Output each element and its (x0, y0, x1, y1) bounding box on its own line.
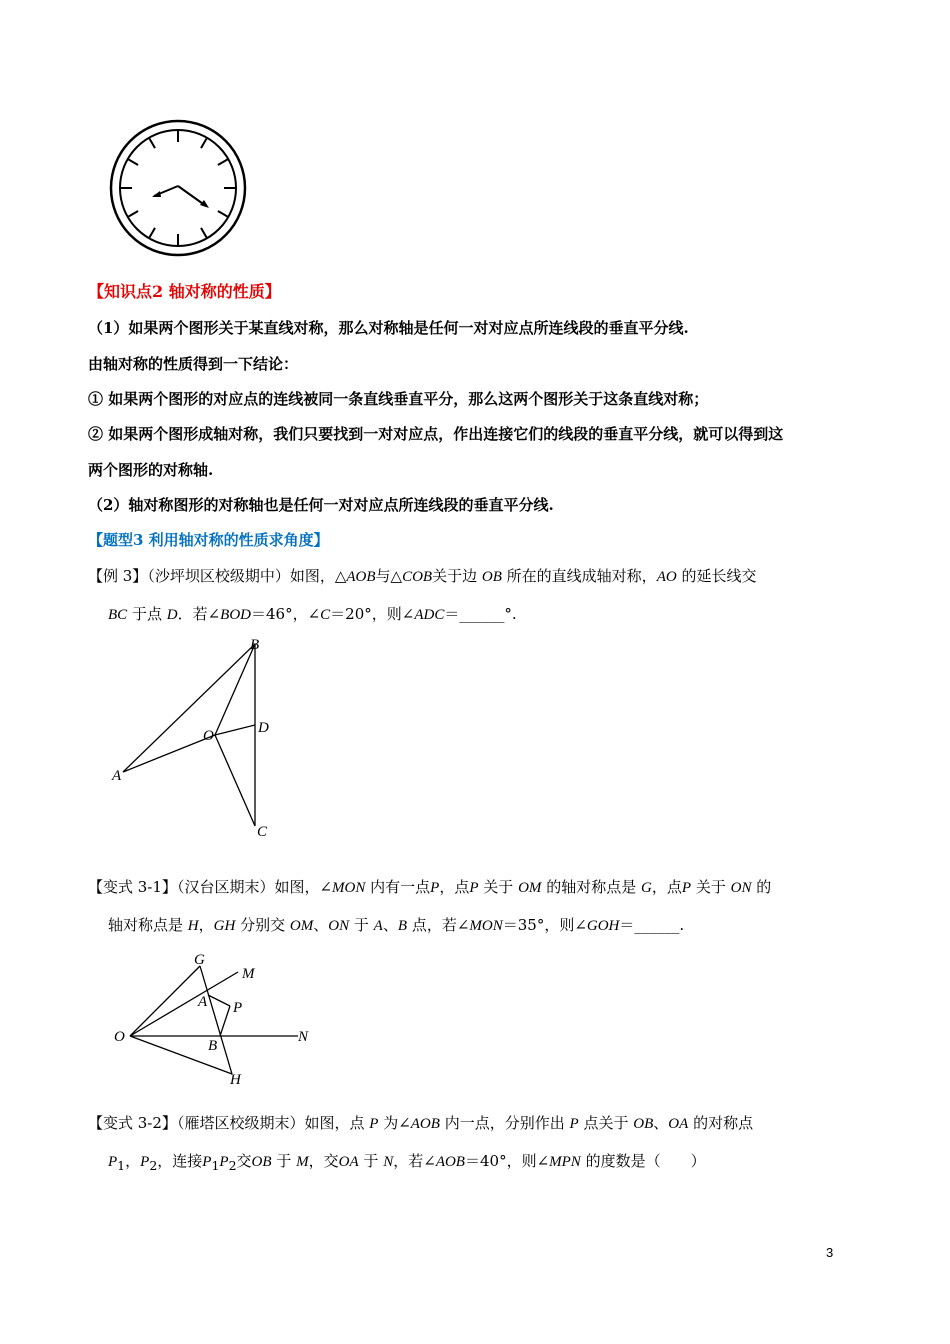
label-b: B (208, 1038, 218, 1054)
conclusion-2-line1: ② 如果两个图形成轴对称，我们只要找到一对对应点，作出连接它们的线段的垂直平分线，就可以得到这 (88, 425, 784, 443)
text: 关于 (695, 878, 726, 896)
text: 于 (363, 1152, 379, 1170)
text: ，交 (308, 1152, 339, 1170)
text: 点，若∠ (411, 916, 470, 934)
text: 内一点，分别作出 (444, 1114, 565, 1132)
label-o: O (203, 728, 214, 744)
math: H (187, 918, 199, 934)
text: 交 (236, 1152, 252, 1170)
section-title-knowledge-point-2: 【知识点2 轴对称的性质】 (88, 282, 281, 301)
math: P (469, 880, 479, 896)
math: OM (289, 918, 314, 934)
math: MPN (549, 1154, 581, 1170)
example3-line2 (108, 604, 517, 625)
label-g: G (194, 952, 205, 968)
property-statement-1: （1）如果两个图形关于某直线对称，那么对称轴是任何一对对应点所连线段的垂直平分线. (88, 319, 689, 337)
property-statement-2: （2）轴对称图形的对称轴也是任何一对对应点所连线段的垂直平分线. (88, 496, 554, 514)
clock-figure (108, 118, 248, 258)
math: C (320, 607, 331, 623)
text: ＝______. (619, 916, 685, 934)
math: ADC (414, 607, 445, 623)
text: ， (198, 916, 214, 934)
math: G (641, 880, 652, 896)
subscript: 1 (117, 1158, 126, 1173)
label-b: B (250, 637, 260, 653)
math: GOH (586, 918, 620, 934)
example3-tag: 【例 3】 (88, 567, 148, 585)
label-n: N (298, 1029, 309, 1045)
math: OB (481, 569, 502, 585)
text: 分别交 (240, 916, 286, 934)
math: MON (332, 880, 366, 896)
variant3-1-figure (108, 950, 328, 1090)
label-c: C (257, 824, 268, 840)
text: （汉台区期末）如图，∠ (176, 878, 333, 896)
math: P (219, 1154, 229, 1170)
subscript: 2 (149, 1158, 158, 1173)
text: 、 (313, 916, 329, 934)
math: ON (730, 880, 752, 896)
text: 点关于 (583, 1114, 629, 1132)
text: 与△ (375, 567, 403, 585)
math: P (202, 1154, 212, 1170)
math: N (383, 1154, 394, 1170)
variant3-2-tag: 【变式 3-2】 (88, 1114, 177, 1132)
text: 于 (353, 916, 369, 934)
text: （雁塔区校级期末）如图，点 (176, 1114, 365, 1132)
text: 、 (382, 916, 398, 934)
math: AOB (346, 569, 376, 585)
text: 的对称点 (693, 1114, 754, 1132)
label-m: M (242, 966, 255, 982)
variant3-1-line1 (88, 877, 771, 898)
conclusion-intro: 由轴对称的性质得到一下结论： (88, 355, 299, 373)
text: 的延长线交 (681, 567, 757, 585)
label-a: A (198, 994, 208, 1010)
math: P (569, 1116, 579, 1132)
label-d: D (258, 720, 269, 736)
text: ， (125, 1152, 141, 1170)
text: 的轴对称点是 (546, 878, 637, 896)
math: M (296, 1154, 309, 1170)
math: B (397, 918, 408, 934)
text: 所在的直线成轴对称， (506, 567, 657, 585)
subscript: 2 (228, 1158, 237, 1173)
math: OA (668, 1116, 689, 1132)
variant3-1-line2 (108, 915, 684, 936)
math: A (373, 918, 383, 934)
math: AO (656, 569, 677, 585)
math: OM (518, 880, 542, 896)
text: △ (334, 567, 347, 585)
section-title-type-3: 【题型3 利用轴对称的性质求角度】 (88, 531, 329, 549)
variant3-1-tag: 【变式 3-1】 (88, 878, 177, 896)
text: 、 (653, 1114, 669, 1132)
text: 关于边 (432, 567, 478, 585)
example3-source: （沙坪坝区校级期中）如图， (147, 567, 335, 585)
math: MON (469, 918, 503, 934)
text: 轴对称点是 (108, 916, 184, 934)
page-number: 3 (826, 1245, 834, 1260)
text: 关于 (483, 878, 514, 896)
text: ＝______°. (444, 605, 517, 623)
text: ＝46°，∠ (251, 605, 321, 623)
math: OA (338, 1154, 359, 1170)
example3-figure (105, 632, 285, 842)
math: AOB (410, 1116, 440, 1132)
text: ＝40°，则∠ (464, 1152, 550, 1170)
text: 为∠ (383, 1114, 411, 1132)
clock-hands (152, 186, 209, 208)
math: D (166, 607, 178, 623)
conclusion-2-line2: 两个图形的对称轴. (88, 461, 214, 479)
math: BC (108, 607, 128, 623)
math: COB (402, 569, 433, 585)
math: P (140, 1154, 150, 1170)
math: ON (328, 918, 350, 934)
text: ，连接 (157, 1152, 203, 1170)
label-o: O (114, 1029, 125, 1045)
math: GH (213, 918, 236, 934)
example3-line1 (88, 566, 756, 587)
subscript: 1 (211, 1158, 220, 1173)
text: ＝35°，则∠ (502, 916, 587, 934)
math: AOB (435, 1154, 465, 1170)
conclusion-1: ① 如果两个图形的对应点的连线被同一条直线垂直平分，那么这两个图形关于这条直线对称； (88, 390, 709, 408)
text: ，点 (439, 878, 470, 896)
math: P (430, 880, 440, 896)
variant3-2-line1 (88, 1113, 753, 1134)
text: ＝20°，则∠ (330, 605, 415, 623)
text: 的 (756, 878, 772, 896)
variant3-2-line2 (108, 1151, 706, 1176)
label-p: P (233, 1000, 243, 1016)
text: 内有一点 (370, 878, 431, 896)
label-a: A (112, 768, 122, 784)
label-h: H (230, 1072, 241, 1088)
math: P (681, 880, 692, 896)
text: 于点 (131, 605, 162, 623)
text: 的度数是（ ） (585, 1152, 706, 1170)
text: 于 (276, 1152, 292, 1170)
text: ，点 (651, 878, 682, 896)
math: OB (633, 1116, 654, 1132)
text: ．若∠ (177, 605, 221, 623)
clock-ticks (121, 131, 235, 245)
math: P (108, 1154, 118, 1170)
math: OB (251, 1154, 272, 1170)
math: BOD (220, 607, 251, 623)
text: ，若∠ (393, 1152, 436, 1170)
math: P (369, 1116, 379, 1132)
